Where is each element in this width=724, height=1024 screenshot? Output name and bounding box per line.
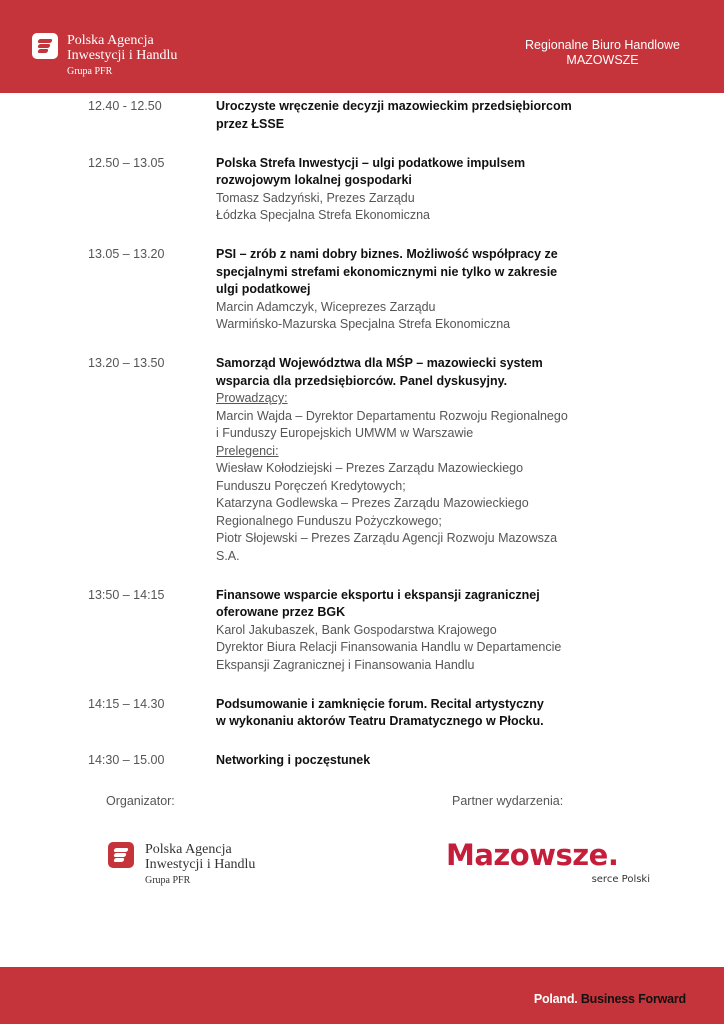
agenda-detail-line: Łódzka Specjalna Strefa Ekonomiczna xyxy=(216,208,431,222)
agenda-time: 12.50 – 13.05 xyxy=(88,155,165,170)
agenda-title-line: PSI – zrób z nami dobry biznes. Możliwość współpracy ze xyxy=(216,247,558,261)
office-line-2: MAZOWSZE xyxy=(566,53,639,67)
agenda-time: 12.40 - 12.50 xyxy=(88,99,162,113)
footer-slogan-part-1: Poland. xyxy=(533,992,578,1006)
organizer-label: Organizator: xyxy=(106,794,175,808)
footer-bar xyxy=(0,967,724,1024)
partner-label: Partner wydarzenia: xyxy=(452,794,564,808)
agenda-detail-line: Prelegenci: xyxy=(216,443,279,458)
agenda-title-line: wsparcia dla przedsiębiorców. Panel dyskusyjny. xyxy=(216,373,508,388)
organizer-logo-subline: Grupa PFR xyxy=(145,875,191,886)
mazowsze-wordmark: Mazowsze. xyxy=(446,838,619,872)
agenda-title-line: Samorząd Województwa dla MŚP – mazowiecki system xyxy=(216,356,543,370)
agenda-detail-line: Piotr Słojewski – Prezes Zarządu Agencji Rozwoju Mazowsza xyxy=(216,531,558,545)
agenda-content xyxy=(216,246,616,334)
agenda-time: 13.05 – 13.20 xyxy=(88,247,165,261)
agenda-title-line: ulgi podatkowej xyxy=(216,282,311,296)
agenda-detail-line: Regionalnego Funduszu Pożyczkowego; xyxy=(216,513,442,528)
office-name xyxy=(525,38,680,68)
agenda-detail-line: Marcin Adamczyk, Wiceprezes Zarządu xyxy=(216,299,436,314)
footer-slogan-part-2: Business Forward xyxy=(577,992,686,1006)
paih-logo xyxy=(32,33,177,79)
agenda-time: 13.20 – 13.50 xyxy=(88,356,165,370)
agenda-detail-line: Katarzyna Godlewska – Prezes Zarządu Mazowieckiego xyxy=(216,496,529,510)
agenda-time: 14:30 – 15.00 xyxy=(88,753,165,767)
agenda-detail-line: i Funduszy Europejskich UMWM w Warszawie xyxy=(216,426,474,440)
footer-slogan xyxy=(534,992,686,1006)
organizer-logo xyxy=(108,842,255,888)
agenda-title-line: Polska Strefa Inwestycji – ulgi podatkowe impulsem xyxy=(216,155,526,170)
mazowsze-tagline: serce Polski xyxy=(591,874,650,885)
organizer-logo-line-1: Polska Agencja xyxy=(145,842,232,857)
agenda-content xyxy=(216,155,616,225)
agenda-content xyxy=(216,696,616,731)
logo-subline: Grupa PFR xyxy=(67,66,113,77)
agenda-title-line: Podsumowanie i zamknięcie forum. Recital artystyczny xyxy=(216,696,544,711)
agenda-detail-line: Marcin Wajda – Dyrektor Departamentu Rozwoju Regionalnego xyxy=(216,408,568,423)
agenda-title-line: Networking i poczęstunek xyxy=(216,753,371,767)
header-bar xyxy=(0,0,724,93)
agenda-detail-line: Ekspansji Zagranicznej i Finansowania Handlu xyxy=(216,657,475,672)
agenda-time: 14:15 – 14.30 xyxy=(88,696,165,711)
logo-line-1: Polska Agencja xyxy=(67,33,154,48)
agenda-content xyxy=(216,587,616,675)
agenda-content xyxy=(216,98,616,133)
agenda-title-line: w wykonaniu aktorów Teatru Dramatycznego w Płocku. xyxy=(216,714,544,728)
agenda-detail-line: Tomasz Sadzyński, Prezes Zarządu xyxy=(216,190,415,205)
office-line-1: Regionalne Biuro Handlowe xyxy=(525,38,680,52)
agenda-title-line: Uroczyste wręczenie decyzji mazowieckim przedsiębiorcom xyxy=(216,99,572,113)
agenda-time: 13:50 – 14:15 xyxy=(88,587,165,602)
organizer-logo-line-2: Inwestycji i Handlu xyxy=(145,857,256,872)
agenda-detail-line: Karol Jakubaszek, Bank Gospodarstwa Krajowego xyxy=(216,622,497,637)
logo-line-2: Inwestycji i Handlu xyxy=(67,48,178,63)
agenda-content xyxy=(216,355,616,565)
mazowsze-logo xyxy=(446,838,662,890)
agenda-detail-line: Wiesław Kołodziejski – Prezes Zarządu Mazowieckiego xyxy=(216,461,524,475)
agenda-content xyxy=(216,752,616,770)
agenda-detail-line: Warmińsko-Mazurska Specjalna Strefa Ekonomiczna xyxy=(216,317,511,331)
agenda-detail-line: Prowadzący: xyxy=(216,391,288,405)
agenda-detail-line: Dyrektor Biura Relacji Finansowania Handlu w Departamencie xyxy=(216,640,562,654)
agenda-title-line: rozwojowym lokalnej gospodarki xyxy=(216,173,412,187)
paih-logo-icon xyxy=(32,33,58,59)
agenda-title-line: oferowane przez BGK xyxy=(216,605,346,619)
agenda-detail-line: S.A. xyxy=(216,548,240,563)
agenda-detail-line: Funduszu Poręczeń Kredytowych; xyxy=(216,478,406,493)
paih-logo-icon xyxy=(108,842,134,868)
agenda-title-line: Finansowe wsparcie eksportu i ekspansji zagranicznej xyxy=(216,587,540,602)
agenda-title-line: przez ŁSSE xyxy=(216,116,285,131)
agenda-title-line: specjalnymi strefami ekonomicznymi nie tylko w zakresie xyxy=(216,264,558,279)
